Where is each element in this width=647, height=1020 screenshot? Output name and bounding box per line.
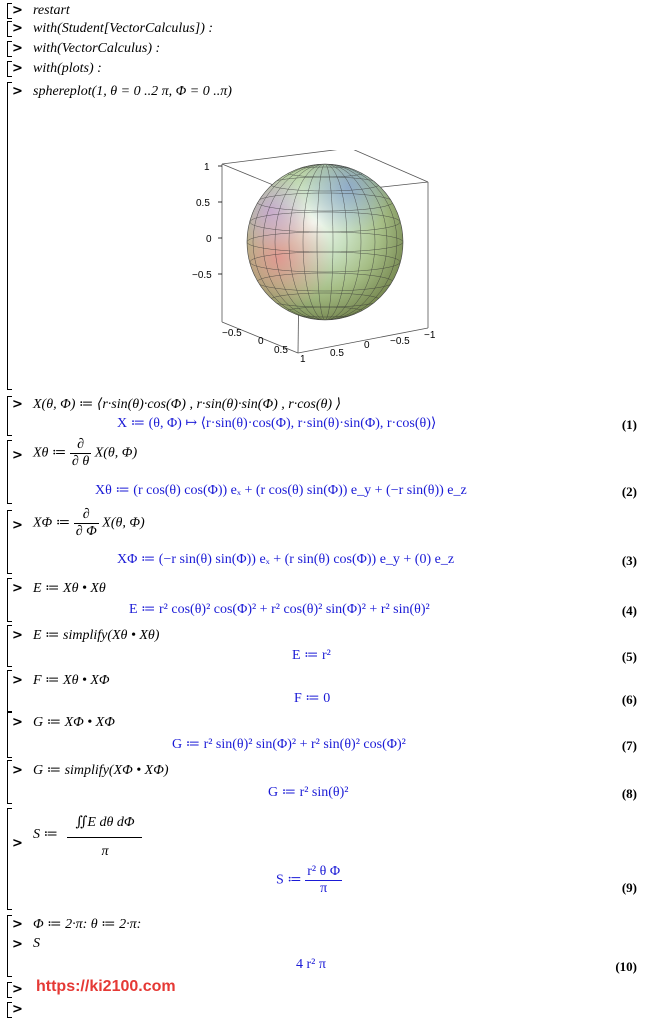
output-x: X ≔ (θ, Φ) ↦ ⟨r·sin(θ)·cos(Φ), r·sin(θ)·sin(Φ), r·cos(θ)⟩ (117, 416, 437, 431)
equation-label: (5) (621, 649, 637, 664)
prompt: > (12, 41, 23, 56)
prompt: > (12, 84, 23, 99)
prompt: > (12, 448, 23, 463)
x-axis (222, 328, 306, 365)
output-s (276, 864, 342, 897)
output-x-theta: Xθ ≔ (r cos(θ) cos(Φ)) eₓ + (r cos(θ) sin(Φ)) e_y + (−r sin(θ)) e_z (95, 483, 467, 498)
equation-label: (8) (621, 786, 637, 801)
input-x-phi[interactable] (33, 507, 145, 540)
output-e-simplified: E ≔ r² (292, 648, 331, 663)
rhs: X(θ, Φ) (94, 445, 138, 461)
partial-derivative (70, 437, 91, 470)
lhs: Xθ ≔ (33, 445, 67, 461)
sphere-plot-canvas (180, 150, 450, 365)
prompt: > (12, 21, 23, 36)
prompt: > (12, 673, 23, 688)
sphere-plot[interactable] (180, 150, 450, 369)
z-tick-label: −0.5 (192, 270, 212, 281)
input-e-simplify[interactable]: E ≔ simplify(Xθ • Xθ) (33, 628, 160, 643)
prompt: > (12, 1002, 23, 1017)
y-tick-label: −0.5 (390, 336, 410, 347)
fraction (305, 864, 342, 897)
exec-group-bracket[interactable] (7, 82, 12, 390)
x-tick-label: 1 (300, 354, 306, 365)
lhs: S ≔ (276, 872, 302, 888)
y-tick-label: 0.5 (330, 348, 344, 359)
numerator: ∂ (70, 437, 91, 454)
equation-label: (1) (621, 417, 637, 432)
input-x-theta[interactable] (33, 437, 137, 470)
partial-derivative (74, 507, 99, 540)
denominator: π (101, 844, 109, 859)
prompt: > (12, 397, 23, 412)
input-e[interactable]: E ≔ Xθ • Xθ (33, 581, 106, 596)
x-tick-label: 0.5 (274, 345, 288, 356)
prompt: > (12, 3, 23, 18)
numerator: ∂ (74, 507, 99, 524)
numerator: r² θ Φ (307, 864, 341, 879)
rhs: X(θ, Φ) (102, 515, 145, 531)
equation-label: (6) (621, 692, 637, 707)
input-s-eval[interactable]: S (33, 936, 40, 951)
equation-label: (10) (615, 959, 637, 974)
prompt: > (12, 937, 23, 952)
x-tick-label: 0 (258, 336, 264, 347)
prompt: > (12, 61, 23, 76)
lhs: XΦ ≔ (33, 515, 71, 531)
denominator: π (320, 881, 328, 896)
equation-label: (7) (621, 738, 637, 753)
sphere-surface (247, 164, 403, 320)
input-s[interactable] (33, 810, 142, 860)
input-restart[interactable]: restart (33, 3, 70, 18)
prompt: > (12, 763, 23, 778)
numerator: ∬E dθ dΦ (67, 810, 142, 838)
equation-label: (9) (621, 880, 637, 895)
equation-label: (3) (621, 553, 637, 568)
output-e: E ≔ r² cos(θ)² cos(Φ)² + r² cos(θ)² sin(Φ)² + r² sin(θ)² (129, 602, 430, 617)
prompt: > (12, 982, 23, 997)
z-tick-label: 1 (204, 162, 210, 173)
y-tick-label: −1 (424, 330, 436, 341)
prompt: > (12, 628, 23, 643)
denominator: ∂ θ (71, 454, 90, 469)
input-with-plots[interactable]: with(plots) : (33, 61, 102, 76)
input-with-vectorcalculus[interactable]: with(VectorCalculus) : (33, 41, 161, 56)
input-with-student[interactable]: with(Student[VectorCalculus]) : (33, 21, 214, 36)
equation-label: (2) (621, 484, 637, 499)
output-s-value: 4 r² π (296, 957, 326, 972)
input-define-x[interactable]: X(θ, Φ) ≔ ⟨r·sin(θ)·cos(Φ) , r·sin(θ)·sin(Φ) , r·cos(θ) ⟩ (33, 397, 342, 412)
prompt: > (12, 836, 23, 851)
output-x-phi: XΦ ≔ (−r sin(θ) sin(Φ)) eₓ + (r sin(θ) cos(Φ)) e_y + (0) e_z (117, 552, 455, 567)
denominator: ∂ Φ (75, 524, 97, 539)
y-tick-label: 0 (364, 340, 370, 351)
lhs: S ≔ (33, 827, 58, 843)
output-g: G ≔ r² sin(θ)² sin(Φ)² + r² sin(θ)² cos(Φ)² (172, 737, 406, 752)
input-sphereplot[interactable]: sphereplot(1, θ = 0 ..2 π, Φ = 0 ..π) (33, 84, 232, 99)
prompt: > (12, 581, 23, 596)
z-tick-label: 0 (206, 234, 212, 245)
prompt: > (12, 715, 23, 730)
input-f[interactable]: F ≔ Xθ • XΦ (33, 673, 110, 688)
output-g-simplified: G ≔ r² sin(θ)² (268, 785, 349, 800)
prompt: > (12, 917, 23, 932)
prompt: > (12, 518, 23, 533)
input-g[interactable]: G ≔ XΦ • XΦ (33, 715, 115, 730)
input-assign-angles[interactable]: Φ ≔ 2·π: θ ≔ 2·π: (33, 917, 142, 932)
x-tick-label: −0.5 (222, 328, 242, 339)
equation-label: (4) (621, 603, 637, 618)
output-f: F ≔ 0 (294, 691, 331, 706)
exec-group-bracket[interactable] (7, 808, 12, 910)
y-axis (330, 330, 436, 359)
input-g-simplify[interactable]: G ≔ simplify(XΦ • XΦ) (33, 763, 169, 778)
integral-fraction (67, 810, 142, 860)
z-axis (192, 162, 222, 281)
watermark-url: https://ki2100.com (36, 978, 176, 995)
z-tick-label: 0.5 (196, 198, 210, 209)
